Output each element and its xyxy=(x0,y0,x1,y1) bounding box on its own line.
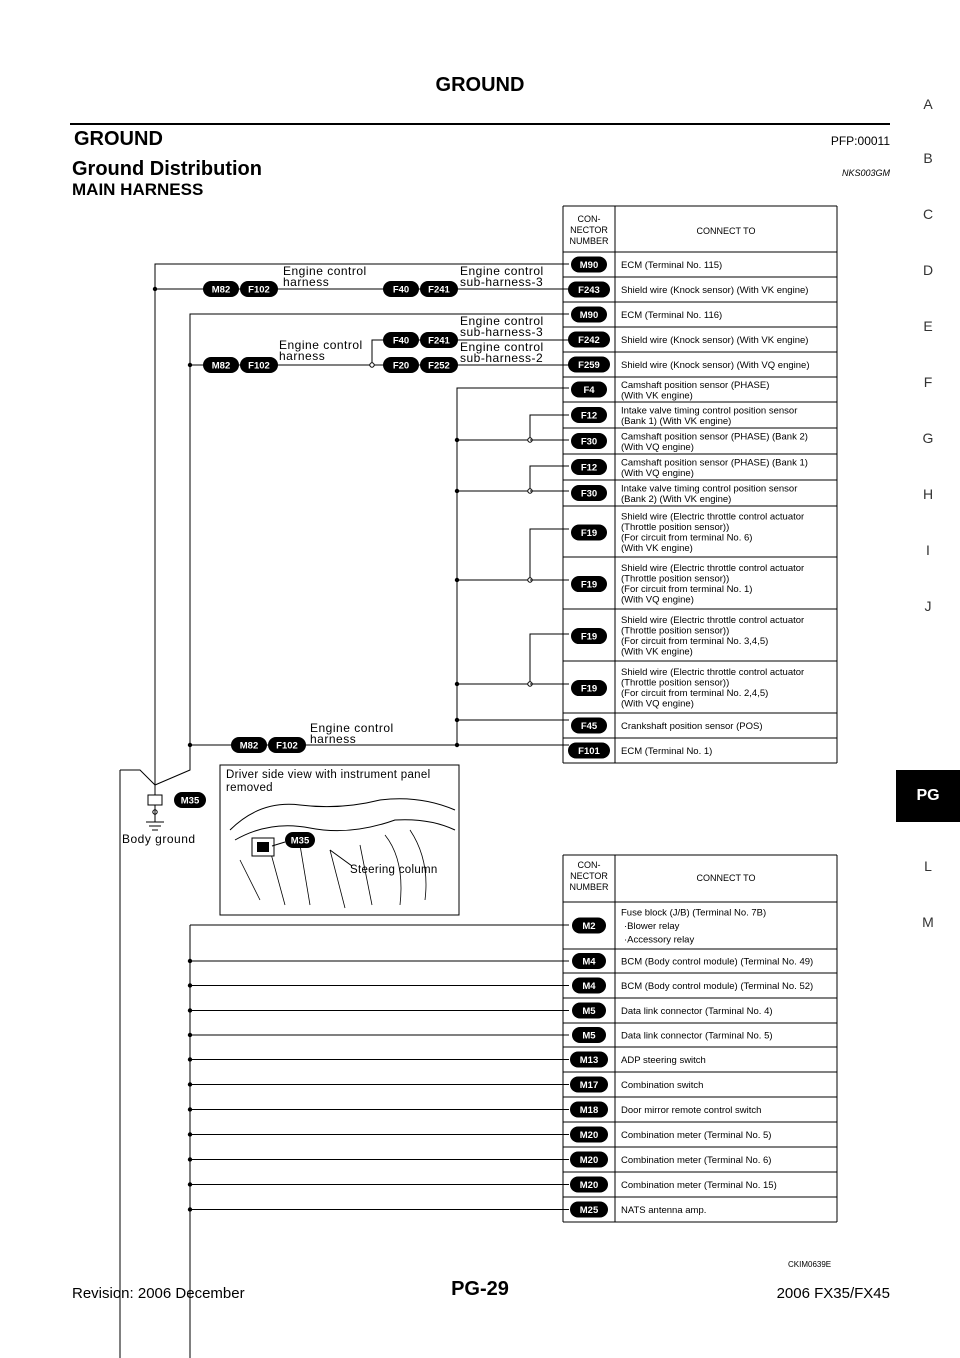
label-sub-harness-3: sub-harness-3 xyxy=(460,325,544,339)
inset-connector: M35 xyxy=(290,835,310,847)
table1-header-connect-to: CONNECT TO xyxy=(696,226,756,236)
table1-row-connector: F45 xyxy=(580,721,598,732)
connector-pair-right: F252 xyxy=(428,360,450,372)
splice-dot xyxy=(153,287,157,291)
connector-pair-right: F102 xyxy=(248,360,270,372)
table1-row-desc: (With VQ engine) xyxy=(621,594,694,606)
page-header-title: GROUND xyxy=(435,74,525,96)
label-sub-harness-2: sub-harness-2 xyxy=(460,351,544,365)
table1-row-desc: (For circuit from terminal No. 1) xyxy=(621,583,753,595)
side-tab-c[interactable]: C xyxy=(922,206,934,222)
table1-row-connector: F30 xyxy=(580,436,598,448)
inset-caption: removed xyxy=(226,782,273,794)
side-tab-f[interactable]: F xyxy=(923,374,933,390)
steering-column-label: Steering column xyxy=(350,864,438,876)
side-tab-pg[interactable]: PG xyxy=(896,770,960,822)
table1-row-desc: Shield wire (Knock sensor) (With VQ engine) xyxy=(621,360,810,371)
table1-row-desc: Shield wire (Electric throttle control actuator xyxy=(621,614,805,626)
connector-pair-right: F241 xyxy=(428,335,450,347)
table1-row-desc: (For circuit from terminal No. 3,4,5) xyxy=(621,635,769,647)
subsection-title: Ground Distribution xyxy=(72,158,262,180)
table1-header-connector: NUMBER xyxy=(569,236,609,246)
table1-row-connector: F101 xyxy=(578,746,600,757)
connector-pair-right: F102 xyxy=(276,740,298,752)
label-sub-harness-3: Engine control xyxy=(460,314,544,328)
connector-pair-right: F102 xyxy=(248,284,270,296)
side-tab-g[interactable]: G xyxy=(922,430,934,446)
table2-row-desc: Data link connector (Tarminal No. 4) xyxy=(621,1006,773,1017)
table1-row-connector: F12 xyxy=(580,462,598,474)
ground-connector: M35 xyxy=(180,795,200,807)
label-engine-control-harness: harness xyxy=(279,349,326,363)
table2-row-connector: M18 xyxy=(579,1105,599,1116)
footer-page-number: PG-29 xyxy=(451,1278,509,1300)
table1-row-connector: F259 xyxy=(578,360,600,371)
table2-header-connector: NECTOR xyxy=(570,871,608,881)
side-tab-b[interactable]: B xyxy=(923,150,933,166)
ground-terminal xyxy=(148,795,162,805)
table1-row-desc: Intake valve timing control position sensor xyxy=(621,405,798,417)
side-tab-h[interactable]: H xyxy=(922,486,934,502)
table2-row-desc: Door mirror remote control switch xyxy=(621,1105,762,1116)
table2-header-connector: NUMBER xyxy=(569,882,609,892)
connector-pair-left: M82 xyxy=(239,740,259,752)
table1-header-connector: CON- xyxy=(577,214,601,224)
table1-row-desc: Crankshaft position sensor (POS) xyxy=(621,721,763,732)
table1-row-desc: (With VQ engine) xyxy=(621,467,694,479)
label-engine-control-harness: Engine control xyxy=(279,338,363,352)
table2-row-connector: M2 xyxy=(582,921,596,932)
body-ground-label: Body ground xyxy=(122,832,196,846)
label-sub-harness-2: Engine control xyxy=(460,340,544,354)
subsection-code: NKS003GM xyxy=(841,168,890,178)
connector-pair-left: M82 xyxy=(211,360,231,372)
side-tab-l[interactable]: L xyxy=(924,858,932,874)
table1-row-desc: (Bank 1) (With VK engine) xyxy=(621,415,732,427)
table1-row-desc: ECM (Terminal No. 116) xyxy=(621,310,723,321)
table2-row-connector: M5 xyxy=(582,1030,596,1042)
table2-header-connector: CON- xyxy=(577,860,601,870)
label-engine-control-harness: harness xyxy=(310,732,357,746)
table2-row-connector: M20 xyxy=(579,1180,599,1191)
side-tab-m[interactable]: M xyxy=(922,914,934,930)
table1-row-desc: Camshaft position sensor (PHASE) (Bank 2) xyxy=(621,431,808,443)
table2-row-desc: NATS antenna amp. xyxy=(621,1205,707,1216)
footer-model: 2006 FX35/FX45 xyxy=(776,1285,890,1302)
wire xyxy=(120,770,155,785)
connector-pair-left: M82 xyxy=(211,284,231,296)
table1-row-desc: (Bank 2) (With VK engine) xyxy=(621,493,732,505)
label-engine-control-harness: harness xyxy=(283,275,330,289)
table1-row-desc: (Throttle position sensor)) xyxy=(621,521,730,533)
junction-ring xyxy=(370,363,374,367)
table2-row-desc: Fuse block (J/B) (Terminal No. 7B) xyxy=(621,907,767,919)
table2-row-connector: M20 xyxy=(579,1130,599,1141)
table2-row-desc: Data link connector (Tarminal No. 5) xyxy=(621,1030,773,1042)
table1-row-connector: F242 xyxy=(578,335,600,346)
table2-row-connector: M4 xyxy=(582,981,596,992)
table1-row-desc: Camshaft position sensor (PHASE) xyxy=(621,379,770,391)
side-tab-a[interactable]: A xyxy=(923,96,933,112)
table1-row-connector: F30 xyxy=(580,488,598,500)
table1-row-desc: ECM (Terminal No. 115) xyxy=(621,260,723,271)
connector-pair-left: F40 xyxy=(392,335,410,347)
table1-row-desc: (For circuit from terminal No. 2,4,5) xyxy=(621,687,769,699)
table1-row-desc: (With VQ engine) xyxy=(621,698,694,710)
wire-trunk-3 xyxy=(457,388,569,745)
table1-row-desc: (Throttle position sensor)) xyxy=(621,573,730,585)
table1-row-connector: F19 xyxy=(580,528,598,540)
table1-row-connector: F19 xyxy=(580,631,598,643)
table2-row-connector: M25 xyxy=(579,1205,599,1216)
table1-row-connector: F19 xyxy=(580,683,598,695)
table1-row-desc: (With VK engine) xyxy=(621,390,693,402)
table1-row-desc: Camshaft position sensor (PHASE) (Bank 1) xyxy=(621,457,808,469)
table1-row-desc: Shield wire (Knock sensor) (With VK engine) xyxy=(621,335,809,346)
label-sub-harness-3: sub-harness-3 xyxy=(460,275,544,289)
table2-row-connector: M17 xyxy=(579,1080,599,1091)
side-tab-i[interactable]: I xyxy=(926,542,930,558)
side-tab-d[interactable]: D xyxy=(922,262,934,278)
table2-row-desc: ·Accessory relay xyxy=(624,934,695,946)
table2-row-desc: ADP steering switch xyxy=(621,1055,706,1066)
table1-row-desc: (Throttle position sensor)) xyxy=(621,677,730,689)
harness-title: MAIN HARNESS xyxy=(72,180,204,199)
table2-row-desc: ·Blower relay xyxy=(624,921,680,932)
splice-dot xyxy=(455,743,459,747)
section-code: PFP:00011 xyxy=(830,134,890,148)
table2-row-desc: Combination meter (Terminal No. 15) xyxy=(621,1180,777,1191)
table2-row-connector: M4 xyxy=(582,956,596,968)
side-tab-e[interactable]: E xyxy=(923,318,933,334)
table2-row-desc: BCM (Body control module) (Terminal No. 52) xyxy=(621,981,814,992)
label-engine-control-harness: Engine control xyxy=(310,721,394,735)
table1-row-connector: F4 xyxy=(583,385,595,396)
table1-row-connector: F19 xyxy=(580,579,598,591)
table1-row-desc: (With VQ engine) xyxy=(621,441,694,453)
table1-row-connector: F12 xyxy=(580,410,598,422)
figure-id: CKIM0639E xyxy=(788,1260,832,1269)
inset-caption: Driver side view with instrument panel xyxy=(226,769,431,781)
connector-pair-right: F241 xyxy=(428,284,450,296)
table1-row-desc: (With VK engine) xyxy=(621,646,693,658)
wire-trunk-2 xyxy=(190,314,569,745)
table1-row-connector: F243 xyxy=(578,285,600,296)
connector-pair-left: F40 xyxy=(392,284,410,296)
table2-row-desc: Combination switch xyxy=(621,1080,704,1091)
table1-row-connector: M90 xyxy=(579,260,599,271)
table1-row-desc: Shield wire (Electric throttle control actuator xyxy=(621,511,805,523)
connector-block xyxy=(257,842,269,852)
table1-row-desc: Intake valve timing control position sensor xyxy=(621,483,798,495)
table1-row-desc: Shield wire (Knock sensor) (With VK engine) xyxy=(621,285,809,296)
section-title: GROUND xyxy=(74,128,163,150)
wire xyxy=(155,745,190,785)
table2-row-desc: BCM (Body control module) (Terminal No. 49) xyxy=(621,956,814,968)
table2-row-desc: Combination meter (Terminal No. 6) xyxy=(621,1155,772,1166)
splice-dot xyxy=(188,363,192,367)
table1-row-desc: (Throttle position sensor)) xyxy=(621,625,730,637)
table1-row-connector: M90 xyxy=(579,310,599,321)
label-engine-control-harness: Engine control xyxy=(283,264,367,278)
table1-row-desc: Shield wire (Electric throttle control actuator xyxy=(621,666,805,678)
table1-row-desc: ECM (Terminal No. 1) xyxy=(621,746,713,757)
connector-pair-left: F20 xyxy=(392,360,410,372)
table1-row-desc: Shield wire (Electric throttle control actuator xyxy=(621,562,805,574)
table1-row-desc: (For circuit from terminal No. 6) xyxy=(621,532,753,544)
table2-row-connector: M20 xyxy=(579,1155,599,1166)
side-tab-j[interactable]: J xyxy=(924,598,932,614)
table1-header-connector: NECTOR xyxy=(570,225,608,235)
table2-header-connect-to: CONNECT TO xyxy=(696,873,756,883)
footer-revision: Revision: 2006 December xyxy=(72,1285,245,1302)
table2-row-connector: M5 xyxy=(582,1006,596,1017)
table1-row-desc: (With VK engine) xyxy=(621,542,693,554)
table2-row-desc: Combination meter (Terminal No. 5) xyxy=(621,1130,772,1141)
table2-row-connector: M13 xyxy=(579,1055,599,1066)
label-sub-harness-3: Engine control xyxy=(460,264,544,278)
